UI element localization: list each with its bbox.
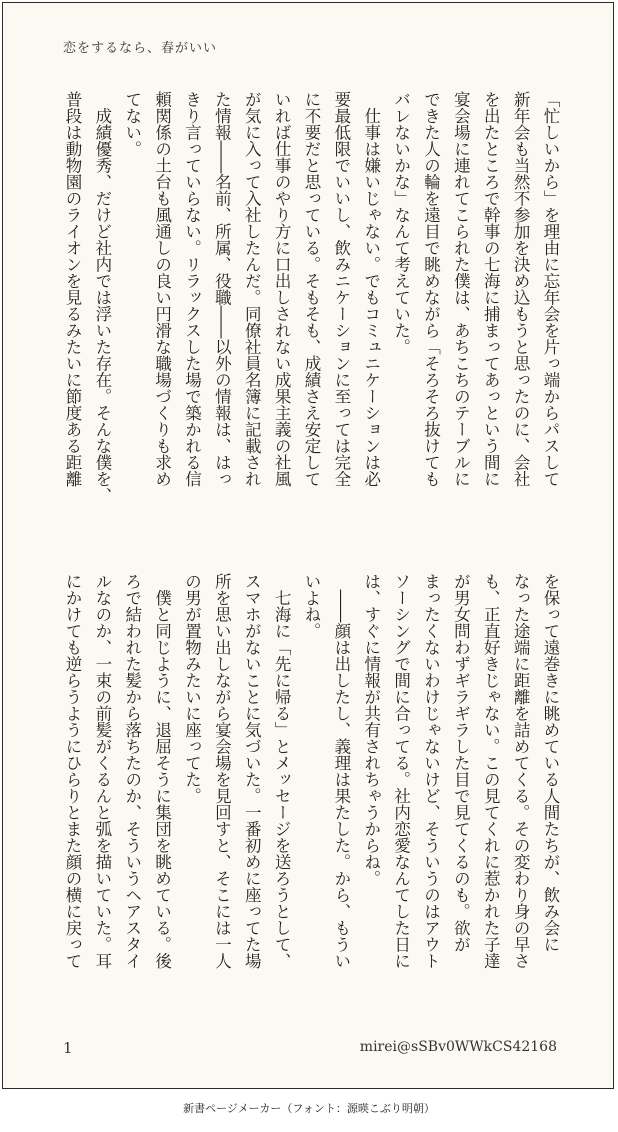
text-block-lower (61, 573, 561, 1013)
text-line: ルなのか、一束の前髪がくるんと弧を描いていた。耳 (92, 573, 112, 969)
text-line: にかけても逆らうようにひらりとまた顔の横に戻って (63, 573, 82, 969)
text-line: 頼関係の土台も風通しの良い円滑な職場づくりも求め (152, 91, 172, 487)
text-line: 「忙しいから」を理由に忘年会を片っ端からパスして (541, 91, 560, 487)
text-line: 所を思い出しながら宴会場を見回すと、そこには一人 (212, 573, 232, 969)
text-line: なった途端に距離を詰めてくる。その変わり身の早さ (511, 573, 531, 969)
text-line: できた人の輪を遠目で眺めながら「そろそろ抜けても (421, 91, 441, 487)
text-line: ソーシングで間に合ってる。社内恋愛なんてした日に (391, 573, 411, 969)
text-block-upper (61, 91, 561, 531)
text-line: が気に入って入社したんだ。同僚社員名簿に記載され (242, 91, 262, 487)
text-line: てない。 (122, 91, 142, 157)
text-line: の男が置物みたいに座ってた。 (182, 573, 202, 804)
text-line: は、すぐに情報が共有されちゃうからね。 (361, 573, 381, 887)
text-line: た情報――名前、所属、役職――以外の情報は、はっ (212, 91, 232, 487)
text-line: 普段は動物園のライオンを見るみたいに節度ある距離 (63, 91, 82, 487)
book-page (2, 2, 614, 1089)
text-line: きり言っていらない。リラックスした場で築かれる信 (182, 91, 202, 487)
text-line: いよね。 (302, 573, 321, 639)
book-title: 恋をするなら、春がいい (63, 41, 218, 56)
text-line: バレないかな」なんて考えていた。 (391, 91, 411, 355)
text-line: スマホがないことに気づいた。一番初めに座ってた場 (242, 573, 262, 969)
text-line: まったくないわけじゃないけど、そういうのはアウト (421, 573, 441, 969)
text-line: ろで結われた髪から落ちたのか、そういうヘアスタイ (122, 573, 142, 969)
text-line: を保って遠巻きに眺めている人間たちが、飲み会に (541, 573, 560, 953)
text-line: ――顔は出したし、義理は果たした。から、もうい (331, 573, 351, 969)
text-line: 成績優秀、だけど社内では浮いた存在。そんな僕を、 (92, 91, 112, 504)
text-line: が男女問わずギラギラした目で見てくるのも。欲が (451, 573, 471, 953)
text-line: も、正直好きじゃない。この見てくれに惹かれた子達 (481, 573, 501, 969)
text-line: 新年会も当然不参加を決め込もうと思ったのに、会社 (511, 91, 531, 487)
text-line: 宴会場に連れてこられた僕は、あちこちのテーブルに (451, 91, 471, 487)
text-line: 要最低限でいいし、飲みニケーションに至っては完全 (331, 91, 351, 487)
text-line: 仕事は嫌いじゃない。でもコミュニケーションは必 (361, 91, 381, 487)
author-id: mirei@sSBv0WWkCS42168 (359, 1039, 557, 1055)
text-line: 僕と同じように、退屈そうに集団を眺めている。後 (152, 573, 172, 969)
text-line: を出たところで幹事の七海に捕まってあっという間に (481, 91, 501, 487)
text-line: 七海に「先に帰る」とメッセージを送ろうとして、 (272, 573, 292, 969)
page-number: 1 (63, 1039, 73, 1057)
text-line: いれば仕事のやり方に口出しされない成果主義の社風 (272, 91, 292, 487)
generator-caption: 新書ページメーカー（フォント：源暎こぶり明朝） (183, 1102, 435, 1115)
text-line: に不要だと思っている。そもそも、成績さえ安定して (302, 91, 321, 487)
